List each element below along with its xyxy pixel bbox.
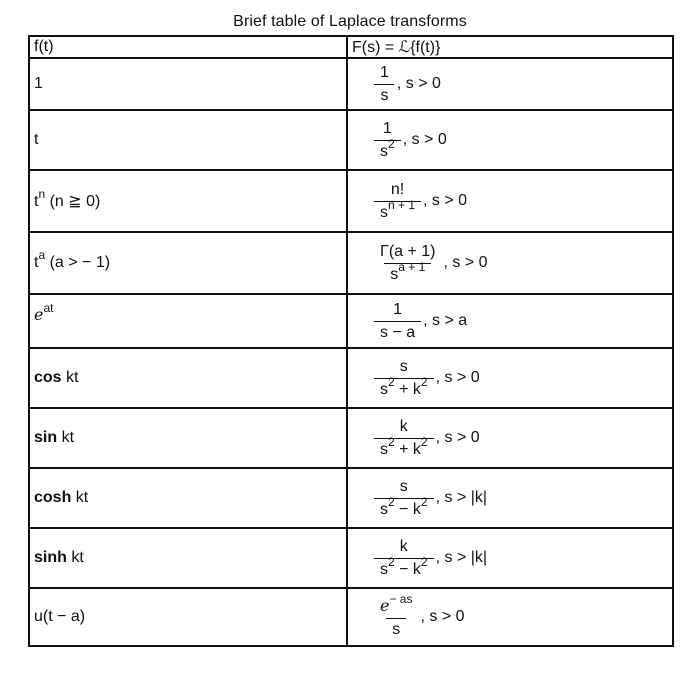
condition: , s > 0 bbox=[420, 608, 465, 626]
table-row bbox=[29, 408, 673, 468]
fraction: $\frac{1}{s - a}$ bbox=[374, 301, 421, 342]
function-cell: $t^a$ (a > − 1) bbox=[29, 232, 347, 294]
transform-cell bbox=[347, 58, 673, 110]
function-cell: $e^{at}$ bbox=[29, 294, 347, 348]
fraction: $\frac{s}{s^2 - k^2}$ bbox=[374, 478, 434, 519]
transform-cell bbox=[347, 468, 673, 528]
transform-cell bbox=[347, 110, 673, 170]
function-cell: cosh kt bbox=[29, 468, 347, 528]
condition: , s > 0 bbox=[396, 75, 441, 93]
table-row bbox=[29, 58, 673, 110]
laplace-table bbox=[28, 35, 674, 647]
fraction: $\frac{k}{s^2 - k^2}$ bbox=[374, 538, 434, 579]
table-row bbox=[29, 528, 673, 588]
table-row bbox=[29, 588, 673, 646]
fraction: $\frac{s}{s^2 + k^2}$ bbox=[374, 358, 434, 399]
condition: , s > 0 bbox=[435, 369, 480, 387]
table-caption: Brief table of Laplace transforms bbox=[233, 13, 467, 30]
table-row bbox=[29, 110, 673, 170]
fraction: $\frac{1}{s^2}$ bbox=[374, 120, 401, 161]
condition: , s > a bbox=[423, 312, 468, 330]
function-cell: cos kt bbox=[29, 348, 347, 408]
condition: , s > |k| bbox=[435, 549, 488, 567]
header-row bbox=[29, 36, 673, 58]
transform-cell bbox=[347, 232, 673, 294]
transform-cell bbox=[347, 408, 673, 468]
condition: , s > 0 bbox=[402, 131, 447, 149]
header-f-of-t: f(t) bbox=[29, 36, 347, 58]
table-row bbox=[29, 232, 673, 294]
table-row bbox=[29, 294, 673, 348]
condition: , s > 0 bbox=[443, 254, 488, 272]
transform-cell bbox=[347, 170, 673, 232]
function-cell: $t^n$ (n ≧ 0) bbox=[29, 170, 347, 232]
fraction: $\frac{\Gamma(a + 1)}{s^{a + 1}}$ bbox=[380, 242, 436, 283]
fraction: $\frac{k}{s^2 + k^2}$ bbox=[374, 418, 434, 459]
fraction: $\frac{1}{s}$ bbox=[374, 64, 395, 105]
condition: , s > 0 bbox=[435, 429, 480, 447]
transform-cell bbox=[347, 588, 673, 646]
transform-cell bbox=[347, 294, 673, 348]
header-transform: F(s) = ℒ{f(t)} bbox=[347, 36, 673, 58]
function-cell: u(t − a) bbox=[29, 588, 347, 646]
transform-cell bbox=[347, 528, 673, 588]
function-cell: t bbox=[29, 110, 347, 170]
fraction: $\frac{n!}{s^{n + 1}}$ bbox=[374, 181, 421, 222]
table-row bbox=[29, 468, 673, 528]
condition: , s > 0 bbox=[423, 192, 468, 210]
transform-cell bbox=[347, 348, 673, 408]
fraction: $\frac{e^{- as}}{s}$ bbox=[380, 591, 413, 638]
table-row bbox=[29, 348, 673, 408]
function-cell: sin kt bbox=[29, 408, 347, 468]
table-row bbox=[29, 170, 673, 232]
function-cell: sinh kt bbox=[29, 528, 347, 588]
condition: , s > |k| bbox=[435, 489, 488, 507]
function-cell: 1 bbox=[29, 58, 347, 110]
